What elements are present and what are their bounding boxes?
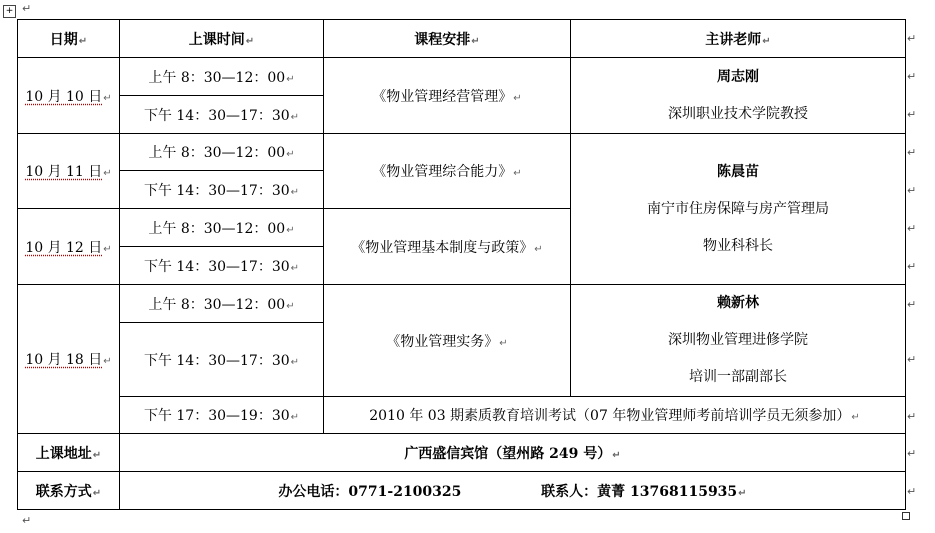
contact-value: 办公电话：0771-2100325 联系人：黄菁 13768115935↵ <box>120 472 906 510</box>
table-move-handle-icon[interactable]: + <box>3 5 16 18</box>
time-cell: 下午 14：30—17：30↵ <box>120 247 324 285</box>
date-cell: 10 月 12 日↵ <box>18 209 120 285</box>
course-cell: 《物业管理经营管理》↵ <box>324 58 571 134</box>
time-cell: 下午 17：30—19：30↵ <box>120 397 324 434</box>
table-row <box>18 397 906 434</box>
teacher-cell <box>571 58 906 134</box>
header-time: 上课时间↵ <box>120 20 324 58</box>
table-resize-handle-icon[interactable] <box>902 512 910 520</box>
contact-label: 联系方式↵ <box>18 472 120 510</box>
teacher-title: 南宁市住房保障与房产管理局 <box>647 200 829 217</box>
course-cell: 《物业管理综合能力》↵ <box>324 134 571 209</box>
header-course: 课程安排↵ <box>324 20 571 58</box>
teacher-title: 深圳职业技术学院教授 <box>668 105 808 122</box>
table-header-row <box>18 20 906 58</box>
paragraph-mark-icon: ↵ <box>22 2 32 15</box>
row-end-mark-icon: ↵ <box>907 222 917 235</box>
date-cell: 10 月 11 日↵ <box>18 134 120 209</box>
time-cell: 下午 14：30—17：30↵ <box>120 323 324 397</box>
course-cell: 《物业管理实务》↵ <box>324 285 571 397</box>
row-end-mark-icon: ↵ <box>907 108 917 121</box>
row-end-mark-icon: ↵ <box>907 353 917 366</box>
teacher-cell <box>571 285 906 397</box>
time-cell: 下午 14：30—17：30↵ <box>120 171 324 209</box>
date-cell: 10 月 10 日↵ <box>18 58 120 134</box>
time-cell: 下午 14：30—17：30↵ <box>120 96 324 134</box>
row-end-mark-icon: ↵ <box>907 447 917 460</box>
row-end-mark-icon: ↵ <box>907 184 917 197</box>
time-cell: 上午 8：30—12：00↵ <box>120 58 324 96</box>
row-end-mark-icon: ↵ <box>907 146 917 159</box>
teacher-title: 培训一部副部长 <box>689 369 787 385</box>
date-cell: 10 月 18 日↵ <box>18 285 120 434</box>
table-row <box>18 134 906 171</box>
row-end-mark-icon: ↵ <box>907 260 917 273</box>
row-end-mark-icon: ↵ <box>907 32 917 45</box>
contact-phone: 办公电话：0771-2100325 <box>278 483 462 500</box>
course-cell: 《物业管理基本制度与政策》↵ <box>324 209 571 285</box>
teacher-cell <box>571 134 906 285</box>
row-end-mark-icon: ↵ <box>907 298 917 311</box>
header-teacher: 主讲老师↵ <box>571 20 906 58</box>
address-row <box>18 434 906 472</box>
time-cell: 上午 8：30—12：00↵ <box>120 285 324 323</box>
teacher-name: 陈晨苗 <box>717 163 759 180</box>
address-value: 广西盛信宾馆（望州路 249 号）↵ <box>120 434 906 472</box>
row-end-mark-icon: ↵ <box>907 70 917 83</box>
teacher-name: 赖新林 <box>717 295 759 311</box>
teacher-title: 深圳物业管理进修学院 <box>668 332 808 348</box>
table-row <box>18 285 906 323</box>
teacher-name: 周志刚 <box>717 68 759 85</box>
contact-person: 联系人：黄菁 13768115935 <box>541 483 738 500</box>
teacher-title: 物业科科长 <box>703 237 773 254</box>
time-cell: 上午 8：30—12：00↵ <box>120 134 324 171</box>
paragraph-mark-icon: ↵ <box>22 514 32 527</box>
time-cell: 上午 8：30—12：00↵ <box>120 209 324 247</box>
table-row <box>18 58 906 96</box>
header-date: 日期↵ <box>18 20 120 58</box>
address-label: 上课地址↵ <box>18 434 120 472</box>
contact-row <box>18 472 906 510</box>
row-end-mark-icon: ↵ <box>907 485 917 498</box>
exam-cell: 2010 年 03 期素质教育培训考试（07 年物业管理师考前培训学员无须参加）↵ <box>324 397 906 434</box>
row-end-mark-icon: ↵ <box>907 410 917 423</box>
schedule-table <box>17 19 906 510</box>
